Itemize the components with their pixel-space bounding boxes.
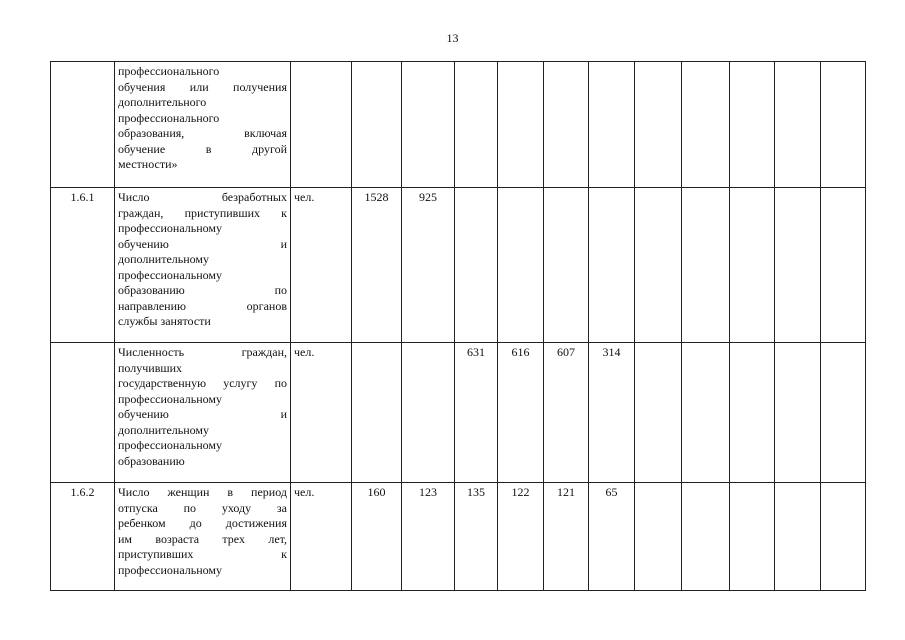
value-cell: 122 — [498, 483, 544, 591]
value-cell — [455, 62, 498, 188]
indicator-description-cell — [115, 62, 291, 188]
value-cell — [682, 188, 730, 343]
description-line: профессиональному — [118, 438, 222, 452]
description-line: государственную услугу по — [118, 376, 287, 390]
value-cell: 135 — [455, 483, 498, 591]
value-cell — [775, 343, 821, 483]
value-cell: 65 — [589, 483, 635, 591]
description-line: образования, включая — [118, 126, 287, 140]
description-line: профессионального — [118, 110, 220, 125]
description-line: обучению и — [118, 236, 287, 251]
value-cell — [544, 188, 589, 343]
value-cell: 160 — [352, 483, 402, 591]
description-line: профессиональному — [118, 221, 222, 235]
value-cell — [775, 62, 821, 188]
value-cell — [821, 62, 866, 188]
indicator-description-cell — [115, 343, 291, 483]
value-cell — [635, 188, 682, 343]
value-cell — [352, 343, 402, 483]
value-cell — [589, 62, 635, 188]
description-line: местности» — [118, 157, 178, 171]
description-line: приступивших к — [118, 547, 287, 561]
unit-cell: чел. — [291, 188, 352, 343]
table-row — [51, 62, 866, 188]
value-cell: 123 — [402, 483, 455, 591]
description-line: дополнительному — [118, 252, 210, 266]
value-cell: 925 — [402, 188, 455, 343]
value-cell: 607 — [544, 343, 589, 483]
value-cell — [635, 343, 682, 483]
description-line: образованию — [118, 453, 185, 468]
description-line: граждан, приступивших к — [118, 205, 287, 220]
unit-cell — [291, 62, 352, 188]
value-cell — [775, 483, 821, 591]
table-row — [51, 483, 866, 591]
value-cell — [821, 343, 866, 483]
value-cell — [402, 62, 455, 188]
description-line: им возраста трех лет, — [118, 531, 287, 546]
row-number-cell: 1.6.2 — [51, 483, 115, 591]
row-number-cell: 1.6.1 — [51, 188, 115, 343]
value-cell — [544, 62, 589, 188]
value-cell: 314 — [589, 343, 635, 483]
value-cell — [682, 343, 730, 483]
value-cell — [730, 188, 775, 343]
description-line: обучение в другой — [118, 141, 287, 156]
value-cell — [455, 188, 498, 343]
description-line: службы занятости — [118, 314, 211, 328]
description-line: отпуска по уходу за — [118, 500, 287, 515]
description-line: Число безработных — [118, 190, 287, 204]
unit-cell: чел. — [291, 483, 352, 591]
value-cell: 121 — [544, 483, 589, 591]
value-cell: 631 — [455, 343, 498, 483]
description-line: Число женщин в период — [118, 485, 287, 499]
value-cell: 1528 — [352, 188, 402, 343]
description-line: профессионального — [118, 64, 220, 78]
row-number-cell — [51, 343, 115, 483]
unit-cell: чел. — [291, 343, 352, 483]
description-line: ребенком до достижения — [118, 516, 287, 530]
description-line: дополнительному — [118, 422, 210, 437]
description-line: направлению органов — [118, 298, 287, 313]
indicator-table — [50, 61, 866, 591]
value-cell — [352, 62, 402, 188]
value-cell — [402, 343, 455, 483]
description-line: обучению и — [118, 407, 287, 421]
description-line: образованию по — [118, 283, 287, 297]
page-number: 13 — [446, 31, 459, 45]
description-line: обучения или получения — [118, 79, 287, 94]
value-cell — [730, 62, 775, 188]
value-cell — [682, 483, 730, 591]
description-line: дополнительного — [118, 95, 207, 109]
value-cell — [635, 483, 682, 591]
value-cell — [498, 188, 544, 343]
value-cell — [730, 483, 775, 591]
description-line: Численность граждан, — [118, 345, 287, 359]
row-number-cell — [51, 62, 115, 188]
indicator-description-cell — [115, 188, 291, 343]
value-cell — [730, 343, 775, 483]
description-line: профессиональному — [118, 562, 222, 577]
description-line: профессиональному — [118, 391, 222, 406]
value-cell — [821, 188, 866, 343]
indicator-description-cell — [115, 483, 291, 591]
value-cell — [635, 62, 682, 188]
value-cell — [589, 188, 635, 343]
value-cell: 616 — [498, 343, 544, 483]
value-cell — [498, 62, 544, 188]
value-cell — [682, 62, 730, 188]
value-cell — [821, 483, 866, 591]
table-row — [51, 343, 866, 483]
table-row — [51, 188, 866, 343]
value-cell — [775, 188, 821, 343]
description-line: профессиональному — [118, 267, 222, 282]
description-line: получивших — [118, 360, 183, 375]
